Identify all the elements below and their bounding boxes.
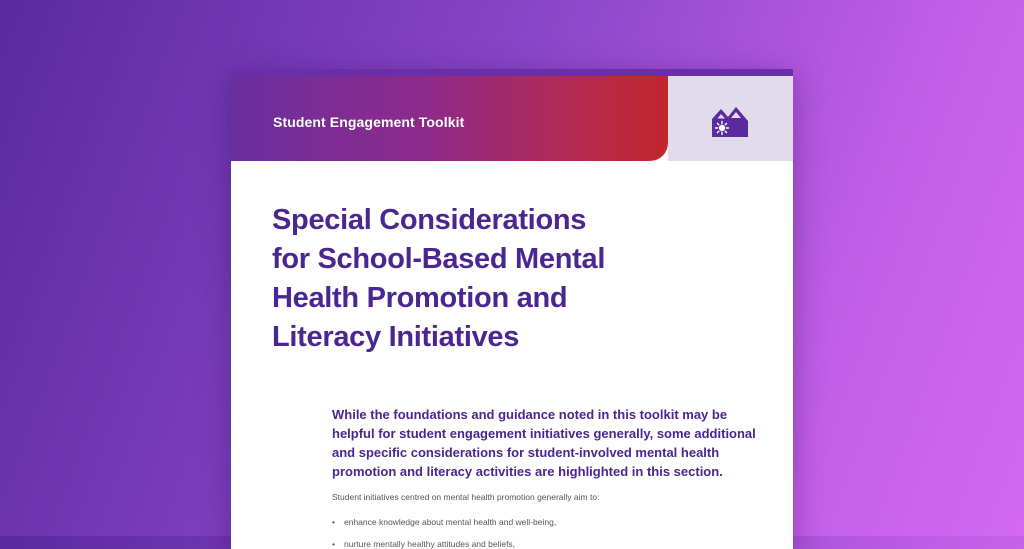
list-item <box>332 516 762 528</box>
lead-line: promotion and literacy activities are highlighted in this section. <box>332 464 723 479</box>
title-line: Health Promotion and <box>272 282 568 314</box>
document-page-preview <box>231 69 793 549</box>
list-item-text: nurture mentally healthy attitudes and beliefs, <box>344 539 516 549</box>
mountain-sun-icon <box>706 101 754 141</box>
title-line: for School-Based Mental <box>272 243 606 275</box>
title-line: Special Considerations <box>272 204 587 236</box>
lead-line: and specific considerations for student-involved mental health <box>332 445 720 460</box>
document-top-border <box>231 69 793 76</box>
document-title <box>272 201 722 357</box>
bullet-dot: • <box>332 517 335 527</box>
body-intro: Student initiatives centred on mental health promotion generally aim to: <box>332 492 600 502</box>
header-gradient-band <box>231 76 668 161</box>
bullet-dot: • <box>332 539 335 549</box>
toolkit-label: Student Engagement Toolkit <box>273 114 465 130</box>
bullet-list <box>332 516 762 549</box>
lead-line: While the foundations and guidance noted in this toolkit may be <box>332 407 728 422</box>
list-item <box>332 538 762 549</box>
lead-paragraph <box>332 405 762 481</box>
title-line: Literacy Initiatives <box>272 321 520 353</box>
lead-line: helpful for student engagement initiatives generally, some additional <box>332 426 756 441</box>
list-item-text: enhance knowledge about mental health and well-being, <box>344 517 557 527</box>
